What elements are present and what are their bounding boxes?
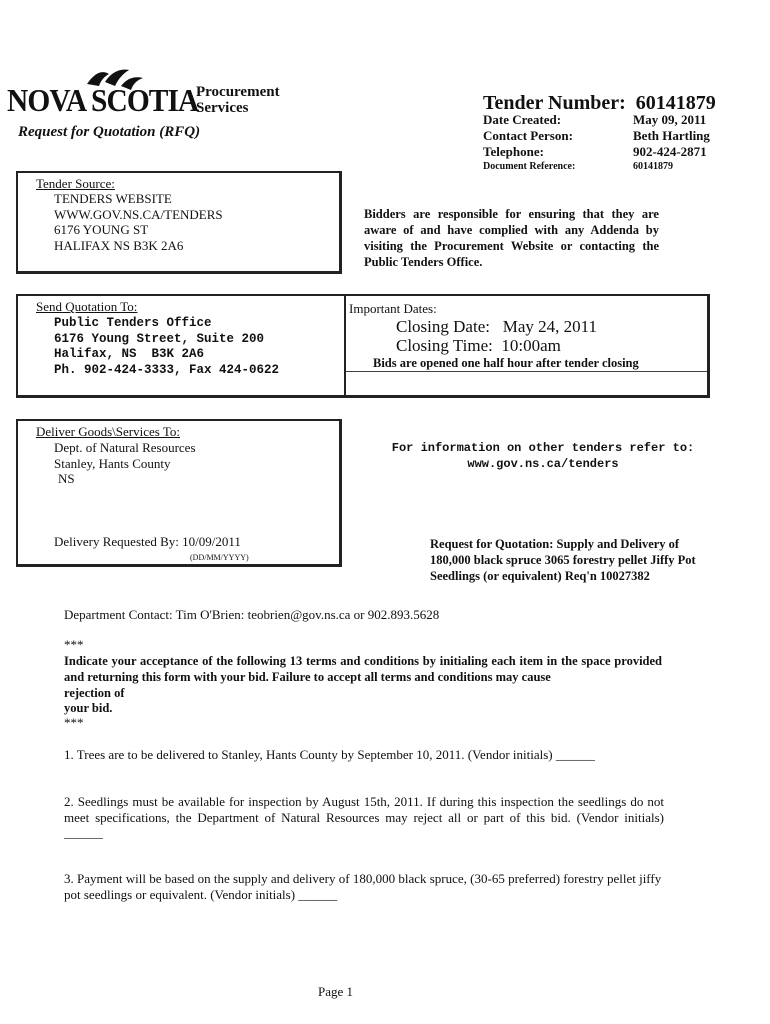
term-1: 1. Trees are to be delivered to Stanley, Hants County by September 10, 2011. (Vendor initials) ______ [64,747,595,762]
telephone-label: Telephone: [483,144,544,159]
rfq-description: Request for Quotation: Supply and Delivery of 180,000 black spruce 3065 forestry pellet Jiffy Pot Seedlings (or equivalent) Req'n 10027382 [430,537,696,583]
department-contact: Department Contact: Tim O'Brien: teobrien@gov.ns.ca or 902.893.5628 [64,607,440,622]
tender-source-box [16,171,342,274]
closing-time: Closing Time: 10:00am [396,336,561,355]
closing-date: Closing Date: May 24, 2011 [396,317,597,336]
contact-person-label: Contact Person: [483,128,573,143]
important-dates-title: Important Dates: [349,301,437,316]
send-quotation-title: Send Quotation To: [36,299,138,314]
date-created-value: May 09, 2011 [633,112,707,127]
delivery-requested: Delivery Requested By: 10/09/2011 [54,534,241,549]
term-3: 3. Payment will be based on the supply and delivery of 180,000 black spruce, (30-65 preferred) forestry pellet jiffy pot seedlings or equivalent. (Vendor initials) ______ [64,871,662,902]
rfq-title: Request for Quotation (RFQ) [18,124,201,140]
bids-note: Bids are opened one half hour after tender closing [373,356,639,370]
send-quotation-lines: Public Tenders Office 6176 Young Street, Suite 200 Halifax, NS B3K 2A6 Ph. 902-424-3333, Fax 424-0622 [54,316,280,377]
other-tenders: For information on other tenders refer to: www.gov.ns.ca/tenders [391,441,695,471]
acceptance-line2: rejection of [64,686,125,700]
acceptance-text: Indicate your acceptance of the following 13 terms and conditions by initialing each item in the space provided and returning this form with your bid. Failure to accept all terms and conditions may cause [64,654,662,684]
contact-person-value: Beth Hartling [633,128,710,143]
deliver-to-box [16,419,342,567]
date-format: (DD/MM/YYYY) [190,553,249,562]
tender-source-title: Tender Source: [36,176,115,191]
stars-bottom: *** [64,715,84,730]
tender-meta [483,112,723,160]
logo-wordmark: NOVA SCOTIA [7,82,199,118]
deliver-to-lines: Dept. of Natural Resources Stanley, Hants County NS [54,440,196,486]
logo-procurement: Procurement Services [196,84,280,116]
send-quotation-box [16,294,710,398]
tender-number: Tender Number: 60141879 [483,92,716,114]
logo [7,66,300,118]
page-number: Page 1 [318,984,354,999]
term-2: 2. Seedlings must be available for inspection by August 15th, 2011. If during this inspection the seedlings do not meet specifications, the Department of Natural Resources may reject all or part of this bid. (Vendor initials) ______ [64,794,664,840]
bidders-note: Bidders are responsible for ensuring that they are aware of and have complied with any Addenda by visiting the Procurement Website or contacting the Public Tenders Office. [364,207,659,269]
date-created-label: Date Created: [483,112,562,127]
acceptance-line3: your bid. [64,701,113,715]
document-reference: Document Reference: 60141879 [483,161,673,172]
telephone-value: 902-424-2871 [633,144,707,159]
deliver-to-title: Deliver Goods\Services To: [36,424,180,439]
stars-top: *** [64,637,84,652]
tender-source-lines: TENDERS WEBSITE WWW.GOV.NS.CA/TENDERS 6176 YOUNG ST HALIFAX NS B3K 2A6 [54,191,223,253]
